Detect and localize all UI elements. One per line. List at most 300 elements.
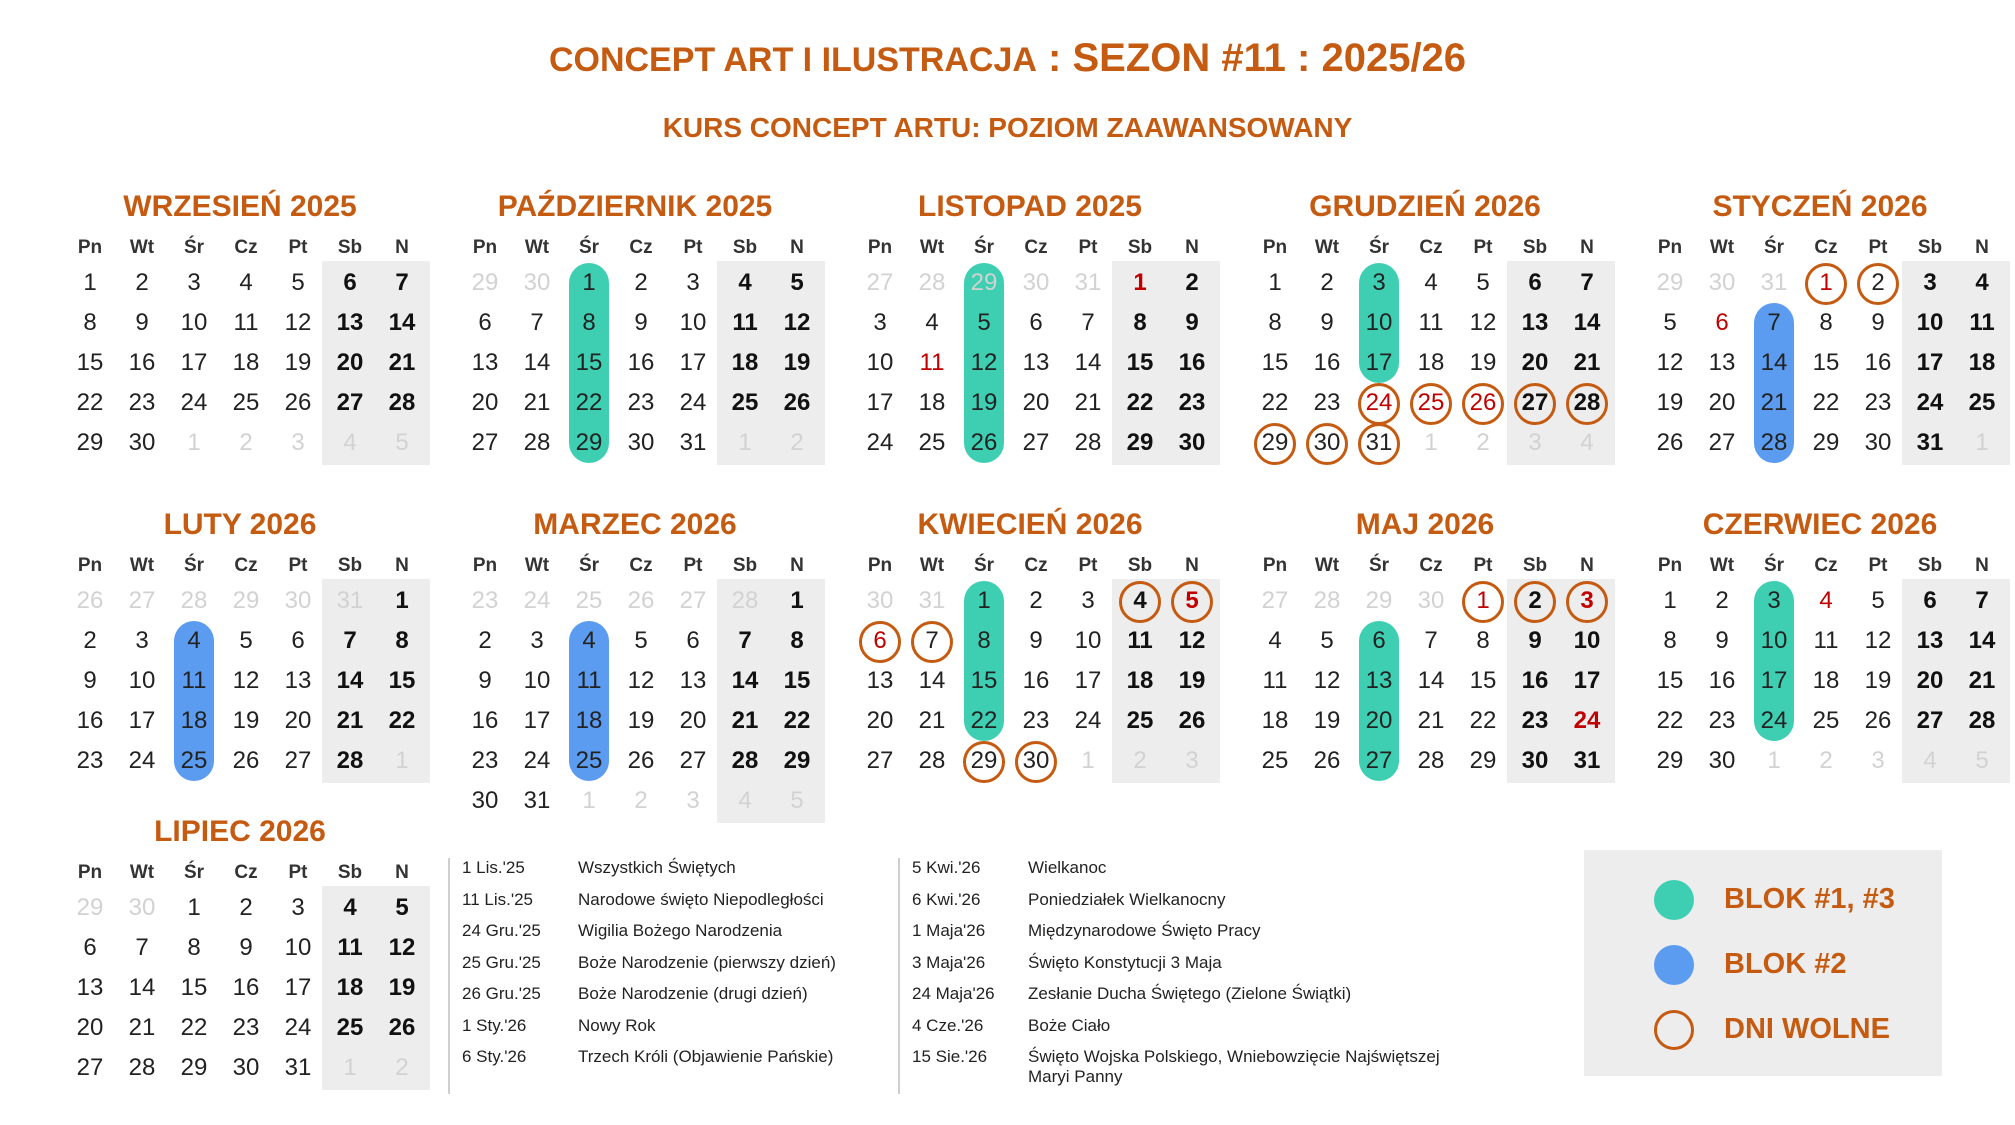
calendar-day[interactable] xyxy=(64,423,116,463)
calendar-day[interactable] xyxy=(511,741,563,781)
calendar-day[interactable] xyxy=(1353,383,1405,423)
calendar-day[interactable] xyxy=(324,741,376,781)
calendar-day[interactable] xyxy=(1249,383,1301,423)
calendar-day[interactable] xyxy=(1405,741,1457,781)
calendar-day[interactable] xyxy=(220,303,272,343)
calendar-day[interactable] xyxy=(1301,423,1353,463)
calendar-day[interactable] xyxy=(1748,263,1800,303)
calendar-day[interactable] xyxy=(615,581,667,621)
calendar-day[interactable] xyxy=(1457,343,1509,383)
calendar-day[interactable] xyxy=(1904,741,1956,781)
calendar-day[interactable] xyxy=(1904,423,1956,463)
calendar-day[interactable] xyxy=(1696,741,1748,781)
calendar-day[interactable] xyxy=(220,661,272,701)
calendar-day[interactable] xyxy=(220,701,272,741)
calendar-day[interactable] xyxy=(958,303,1010,343)
calendar-day[interactable] xyxy=(220,423,272,463)
calendar-day[interactable] xyxy=(667,781,719,821)
calendar-day[interactable] xyxy=(272,1048,324,1088)
calendar-day[interactable] xyxy=(324,303,376,343)
calendar-day[interactable] xyxy=(272,581,324,621)
calendar-day[interactable] xyxy=(116,621,168,661)
calendar-day[interactable] xyxy=(563,423,615,463)
calendar-day[interactable] xyxy=(1301,383,1353,423)
calendar-day[interactable] xyxy=(1696,581,1748,621)
calendar-day[interactable] xyxy=(1114,741,1166,781)
calendar-day[interactable] xyxy=(116,701,168,741)
calendar-day[interactable] xyxy=(1353,621,1405,661)
calendar-day[interactable] xyxy=(719,263,771,303)
calendar-day[interactable] xyxy=(1166,581,1218,621)
calendar-day[interactable] xyxy=(272,928,324,968)
calendar-day[interactable] xyxy=(1644,423,1696,463)
calendar-day[interactable] xyxy=(771,741,823,781)
calendar-day[interactable] xyxy=(272,1008,324,1048)
calendar-day[interactable] xyxy=(1114,263,1166,303)
calendar-day[interactable] xyxy=(1353,701,1405,741)
calendar-day[interactable] xyxy=(272,303,324,343)
calendar-day[interactable] xyxy=(771,701,823,741)
calendar-day[interactable] xyxy=(1509,741,1561,781)
calendar-day[interactable] xyxy=(1301,621,1353,661)
calendar-day[interactable] xyxy=(906,383,958,423)
calendar-day[interactable] xyxy=(1956,263,2008,303)
calendar-day[interactable] xyxy=(376,263,428,303)
calendar-day[interactable] xyxy=(1114,621,1166,661)
calendar-day[interactable] xyxy=(854,741,906,781)
calendar-day[interactable] xyxy=(1457,741,1509,781)
calendar-day[interactable] xyxy=(667,661,719,701)
calendar-day[interactable] xyxy=(168,383,220,423)
calendar-day[interactable] xyxy=(719,781,771,821)
calendar-day[interactable] xyxy=(958,581,1010,621)
calendar-day[interactable] xyxy=(719,661,771,701)
calendar-day[interactable] xyxy=(1457,303,1509,343)
calendar-day[interactable] xyxy=(1644,343,1696,383)
calendar-day[interactable] xyxy=(1561,661,1613,701)
calendar-day[interactable] xyxy=(168,661,220,701)
calendar-day[interactable] xyxy=(1644,661,1696,701)
calendar-day[interactable] xyxy=(324,701,376,741)
calendar-day[interactable] xyxy=(1301,741,1353,781)
calendar-day[interactable] xyxy=(1800,581,1852,621)
calendar-day[interactable] xyxy=(1852,263,1904,303)
calendar-day[interactable] xyxy=(1166,303,1218,343)
calendar-day[interactable] xyxy=(376,701,428,741)
calendar-day[interactable] xyxy=(1405,383,1457,423)
calendar-day[interactable] xyxy=(1800,701,1852,741)
calendar-day[interactable] xyxy=(272,888,324,928)
calendar-day[interactable] xyxy=(958,741,1010,781)
calendar-day[interactable] xyxy=(1904,621,1956,661)
calendar-day[interactable] xyxy=(1696,423,1748,463)
calendar-day[interactable] xyxy=(324,343,376,383)
calendar-day[interactable] xyxy=(615,303,667,343)
calendar-day[interactable] xyxy=(1509,263,1561,303)
calendar-day[interactable] xyxy=(1852,343,1904,383)
calendar-day[interactable] xyxy=(220,263,272,303)
calendar-day[interactable] xyxy=(64,741,116,781)
calendar-day[interactable] xyxy=(1062,581,1114,621)
calendar-day[interactable] xyxy=(64,581,116,621)
calendar-day[interactable] xyxy=(667,343,719,383)
calendar-day[interactable] xyxy=(1301,343,1353,383)
calendar-day[interactable] xyxy=(64,383,116,423)
calendar-day[interactable] xyxy=(1696,621,1748,661)
calendar-day[interactable] xyxy=(511,383,563,423)
calendar-day[interactable] xyxy=(168,741,220,781)
calendar-day[interactable] xyxy=(376,621,428,661)
calendar-day[interactable] xyxy=(1852,303,1904,343)
calendar-day[interactable] xyxy=(1956,343,2008,383)
calendar-day[interactable] xyxy=(1405,701,1457,741)
calendar-day[interactable] xyxy=(324,621,376,661)
calendar-day[interactable] xyxy=(1696,263,1748,303)
calendar-day[interactable] xyxy=(906,661,958,701)
calendar-day[interactable] xyxy=(1748,343,1800,383)
calendar-day[interactable] xyxy=(459,383,511,423)
calendar-day[interactable] xyxy=(1561,581,1613,621)
calendar-day[interactable] xyxy=(1644,701,1696,741)
calendar-day[interactable] xyxy=(324,581,376,621)
calendar-day[interactable] xyxy=(1644,263,1696,303)
calendar-day[interactable] xyxy=(1353,661,1405,701)
calendar-day[interactable] xyxy=(1457,383,1509,423)
calendar-day[interactable] xyxy=(1353,581,1405,621)
calendar-day[interactable] xyxy=(615,701,667,741)
calendar-day[interactable] xyxy=(1301,661,1353,701)
calendar-day[interactable] xyxy=(116,343,168,383)
calendar-day[interactable] xyxy=(1405,581,1457,621)
calendar-day[interactable] xyxy=(376,343,428,383)
calendar-day[interactable] xyxy=(906,741,958,781)
calendar-day[interactable] xyxy=(1956,661,2008,701)
calendar-day[interactable] xyxy=(1010,383,1062,423)
calendar-day[interactable] xyxy=(1062,661,1114,701)
calendar-day[interactable] xyxy=(324,263,376,303)
calendar-day[interactable] xyxy=(1800,741,1852,781)
calendar-day[interactable] xyxy=(324,423,376,463)
calendar-day[interactable] xyxy=(1301,303,1353,343)
calendar-day[interactable] xyxy=(1748,581,1800,621)
calendar-day[interactable] xyxy=(324,1048,376,1088)
calendar-day[interactable] xyxy=(1457,701,1509,741)
calendar-day[interactable] xyxy=(324,661,376,701)
calendar-day[interactable] xyxy=(854,263,906,303)
calendar-day[interactable] xyxy=(958,621,1010,661)
calendar-day[interactable] xyxy=(1956,741,2008,781)
calendar-day[interactable] xyxy=(1696,303,1748,343)
calendar-day[interactable] xyxy=(459,581,511,621)
calendar-day[interactable] xyxy=(771,661,823,701)
calendar-day[interactable] xyxy=(168,621,220,661)
calendar-day[interactable] xyxy=(906,263,958,303)
calendar-day[interactable] xyxy=(1748,423,1800,463)
calendar-day[interactable] xyxy=(1062,263,1114,303)
calendar-day[interactable] xyxy=(64,621,116,661)
calendar-day[interactable] xyxy=(324,383,376,423)
calendar-day[interactable] xyxy=(1114,383,1166,423)
calendar-day[interactable] xyxy=(511,621,563,661)
calendar-day[interactable] xyxy=(1166,263,1218,303)
calendar-day[interactable] xyxy=(563,701,615,741)
calendar-day[interactable] xyxy=(719,701,771,741)
calendar-day[interactable] xyxy=(1561,423,1613,463)
calendar-day[interactable] xyxy=(906,701,958,741)
calendar-day[interactable] xyxy=(719,621,771,661)
calendar-day[interactable] xyxy=(1114,343,1166,383)
calendar-day[interactable] xyxy=(1509,343,1561,383)
calendar-day[interactable] xyxy=(272,661,324,701)
calendar-day[interactable] xyxy=(1644,383,1696,423)
calendar-day[interactable] xyxy=(1800,343,1852,383)
calendar-day[interactable] xyxy=(1852,701,1904,741)
calendar-day[interactable] xyxy=(511,263,563,303)
calendar-day[interactable] xyxy=(1748,303,1800,343)
calendar-day[interactable] xyxy=(1353,303,1405,343)
calendar-day[interactable] xyxy=(324,968,376,1008)
calendar-day[interactable] xyxy=(272,621,324,661)
calendar-day[interactable] xyxy=(220,1048,272,1088)
calendar-day[interactable] xyxy=(958,343,1010,383)
calendar-day[interactable] xyxy=(958,423,1010,463)
calendar-day[interactable] xyxy=(64,701,116,741)
calendar-day[interactable] xyxy=(272,383,324,423)
calendar-day[interactable] xyxy=(667,741,719,781)
calendar-day[interactable] xyxy=(1457,581,1509,621)
calendar-day[interactable] xyxy=(771,581,823,621)
calendar-day[interactable] xyxy=(64,1048,116,1088)
calendar-day[interactable] xyxy=(1062,701,1114,741)
calendar-day[interactable] xyxy=(1010,621,1062,661)
calendar-day[interactable] xyxy=(168,968,220,1008)
calendar-day[interactable] xyxy=(1062,423,1114,463)
calendar-day[interactable] xyxy=(272,968,324,1008)
calendar-day[interactable] xyxy=(563,303,615,343)
calendar-day[interactable] xyxy=(116,968,168,1008)
calendar-day[interactable] xyxy=(1010,661,1062,701)
calendar-day[interactable] xyxy=(1509,383,1561,423)
calendar-day[interactable] xyxy=(615,741,667,781)
calendar-day[interactable] xyxy=(511,303,563,343)
calendar-day[interactable] xyxy=(1800,383,1852,423)
calendar-day[interactable] xyxy=(1644,303,1696,343)
calendar-day[interactable] xyxy=(563,741,615,781)
calendar-day[interactable] xyxy=(376,423,428,463)
calendar-day[interactable] xyxy=(116,1008,168,1048)
calendar-day[interactable] xyxy=(1644,621,1696,661)
calendar-day[interactable] xyxy=(615,781,667,821)
calendar-day[interactable] xyxy=(1509,423,1561,463)
calendar-day[interactable] xyxy=(667,423,719,463)
calendar-day[interactable] xyxy=(1405,661,1457,701)
calendar-day[interactable] xyxy=(1561,741,1613,781)
calendar-day[interactable] xyxy=(116,888,168,928)
calendar-day[interactable] xyxy=(1166,741,1218,781)
calendar-day[interactable] xyxy=(1748,661,1800,701)
calendar-day[interactable] xyxy=(1644,581,1696,621)
calendar-day[interactable] xyxy=(1353,343,1405,383)
calendar-day[interactable] xyxy=(459,661,511,701)
calendar-day[interactable] xyxy=(168,263,220,303)
calendar-day[interactable] xyxy=(1010,701,1062,741)
calendar-day[interactable] xyxy=(64,303,116,343)
calendar-day[interactable] xyxy=(563,621,615,661)
calendar-day[interactable] xyxy=(511,581,563,621)
calendar-day[interactable] xyxy=(511,661,563,701)
calendar-day[interactable] xyxy=(459,343,511,383)
calendar-day[interactable] xyxy=(64,661,116,701)
calendar-day[interactable] xyxy=(719,581,771,621)
calendar-day[interactable] xyxy=(667,383,719,423)
calendar-day[interactable] xyxy=(1800,263,1852,303)
calendar-day[interactable] xyxy=(1904,383,1956,423)
calendar-day[interactable] xyxy=(563,581,615,621)
calendar-day[interactable] xyxy=(1904,581,1956,621)
calendar-day[interactable] xyxy=(615,263,667,303)
calendar-day[interactable] xyxy=(116,423,168,463)
calendar-day[interactable] xyxy=(1353,423,1405,463)
calendar-day[interactable] xyxy=(376,928,428,968)
calendar-day[interactable] xyxy=(1249,621,1301,661)
calendar-day[interactable] xyxy=(1353,741,1405,781)
calendar-day[interactable] xyxy=(563,661,615,701)
calendar-day[interactable] xyxy=(854,581,906,621)
calendar-day[interactable] xyxy=(324,1008,376,1048)
calendar-day[interactable] xyxy=(1748,741,1800,781)
calendar-day[interactable] xyxy=(719,343,771,383)
calendar-day[interactable] xyxy=(1166,621,1218,661)
calendar-day[interactable] xyxy=(1561,383,1613,423)
calendar-day[interactable] xyxy=(168,581,220,621)
calendar-day[interactable] xyxy=(719,303,771,343)
calendar-day[interactable] xyxy=(220,1008,272,1048)
calendar-day[interactable] xyxy=(459,741,511,781)
calendar-day[interactable] xyxy=(719,423,771,463)
calendar-day[interactable] xyxy=(376,581,428,621)
calendar-day[interactable] xyxy=(220,581,272,621)
calendar-day[interactable] xyxy=(771,423,823,463)
calendar-day[interactable] xyxy=(1509,303,1561,343)
calendar-day[interactable] xyxy=(719,741,771,781)
calendar-day[interactable] xyxy=(376,1048,428,1088)
calendar-day[interactable] xyxy=(1114,701,1166,741)
calendar-day[interactable] xyxy=(615,383,667,423)
calendar-day[interactable] xyxy=(376,888,428,928)
calendar-day[interactable] xyxy=(1561,303,1613,343)
calendar-day[interactable] xyxy=(1405,263,1457,303)
calendar-day[interactable] xyxy=(116,1048,168,1088)
calendar-day[interactable] xyxy=(1748,383,1800,423)
calendar-day[interactable] xyxy=(667,581,719,621)
calendar-day[interactable] xyxy=(511,701,563,741)
calendar-day[interactable] xyxy=(1301,581,1353,621)
calendar-day[interactable] xyxy=(615,343,667,383)
calendar-day[interactable] xyxy=(1561,701,1613,741)
calendar-day[interactable] xyxy=(168,423,220,463)
calendar-day[interactable] xyxy=(168,888,220,928)
calendar-day[interactable] xyxy=(563,263,615,303)
calendar-day[interactable] xyxy=(1509,621,1561,661)
calendar-day[interactable] xyxy=(220,888,272,928)
calendar-day[interactable] xyxy=(1062,343,1114,383)
calendar-day[interactable] xyxy=(272,423,324,463)
calendar-day[interactable] xyxy=(1956,383,2008,423)
calendar-day[interactable] xyxy=(511,423,563,463)
calendar-day[interactable] xyxy=(1956,621,2008,661)
calendar-day[interactable] xyxy=(1062,303,1114,343)
calendar-day[interactable] xyxy=(615,621,667,661)
calendar-day[interactable] xyxy=(854,303,906,343)
calendar-day[interactable] xyxy=(1010,581,1062,621)
calendar-day[interactable] xyxy=(1956,303,2008,343)
calendar-day[interactable] xyxy=(1904,343,1956,383)
calendar-day[interactable] xyxy=(1696,701,1748,741)
calendar-day[interactable] xyxy=(64,1008,116,1048)
calendar-day[interactable] xyxy=(771,263,823,303)
calendar-day[interactable] xyxy=(1166,343,1218,383)
calendar-day[interactable] xyxy=(220,383,272,423)
calendar-day[interactable] xyxy=(376,383,428,423)
calendar-day[interactable] xyxy=(376,968,428,1008)
calendar-day[interactable] xyxy=(1166,701,1218,741)
calendar-day[interactable] xyxy=(1800,621,1852,661)
calendar-day[interactable] xyxy=(1405,423,1457,463)
calendar-day[interactable] xyxy=(272,263,324,303)
calendar-day[interactable] xyxy=(376,661,428,701)
calendar-day[interactable] xyxy=(1561,263,1613,303)
calendar-day[interactable] xyxy=(168,343,220,383)
calendar-day[interactable] xyxy=(168,1008,220,1048)
calendar-day[interactable] xyxy=(168,928,220,968)
calendar-day[interactable] xyxy=(1010,741,1062,781)
calendar-day[interactable] xyxy=(958,383,1010,423)
calendar-day[interactable] xyxy=(459,423,511,463)
calendar-day[interactable] xyxy=(1062,741,1114,781)
calendar-day[interactable] xyxy=(906,303,958,343)
calendar-day[interactable] xyxy=(1010,263,1062,303)
calendar-day[interactable] xyxy=(1457,621,1509,661)
calendar-day[interactable] xyxy=(1405,343,1457,383)
calendar-day[interactable] xyxy=(1249,581,1301,621)
calendar-day[interactable] xyxy=(1249,661,1301,701)
calendar-day[interactable] xyxy=(906,621,958,661)
calendar-day[interactable] xyxy=(116,263,168,303)
calendar-day[interactable] xyxy=(459,781,511,821)
calendar-day[interactable] xyxy=(1166,383,1218,423)
calendar-day[interactable] xyxy=(906,343,958,383)
calendar-day[interactable] xyxy=(1166,423,1218,463)
calendar-day[interactable] xyxy=(1509,701,1561,741)
calendar-day[interactable] xyxy=(1696,343,1748,383)
calendar-day[interactable] xyxy=(1956,423,2008,463)
calendar-day[interactable] xyxy=(854,343,906,383)
calendar-day[interactable] xyxy=(1956,581,2008,621)
calendar-day[interactable] xyxy=(272,741,324,781)
calendar-day[interactable] xyxy=(272,701,324,741)
calendar-day[interactable] xyxy=(1010,303,1062,343)
calendar-day[interactable] xyxy=(667,621,719,661)
calendar-day[interactable] xyxy=(116,928,168,968)
calendar-day[interactable] xyxy=(220,621,272,661)
calendar-day[interactable] xyxy=(459,303,511,343)
calendar-day[interactable] xyxy=(906,581,958,621)
calendar-day[interactable] xyxy=(667,263,719,303)
calendar-day[interactable] xyxy=(116,383,168,423)
calendar-day[interactable] xyxy=(168,303,220,343)
calendar-day[interactable] xyxy=(1301,263,1353,303)
calendar-day[interactable] xyxy=(958,661,1010,701)
